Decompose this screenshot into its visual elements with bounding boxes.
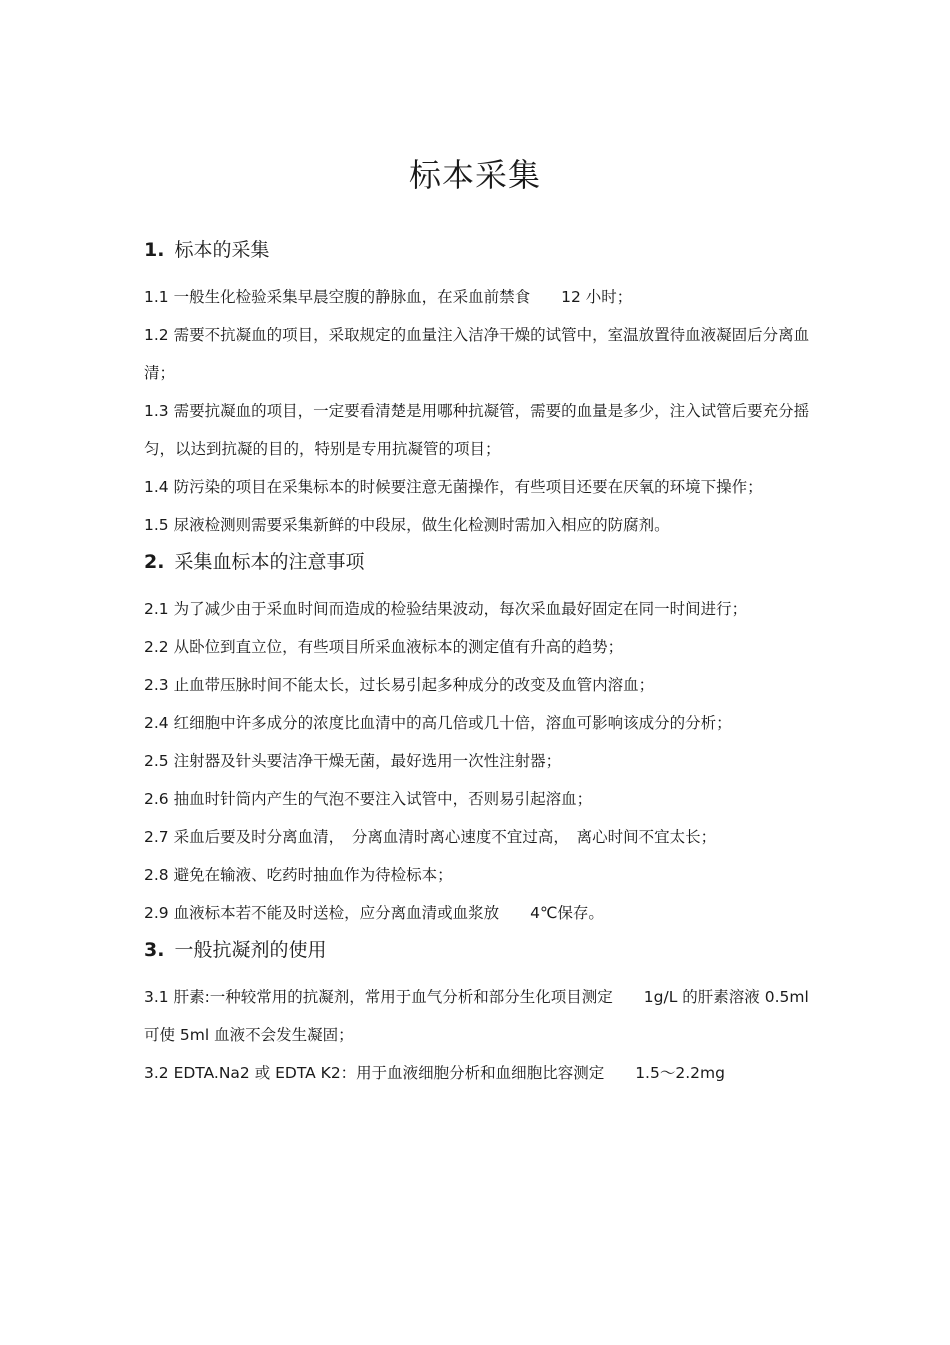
section-heading: [144, 236, 814, 264]
section-number: 2.: [144, 551, 165, 573]
section-title: 采集血标本的注意事项: [174, 551, 365, 573]
paragraph-2-1: 2.1 为了减少由于采血时间而造成的检验结果波动，每次采血最好固定在同一时间进行；: [144, 600, 748, 618]
section-title: 一般抗凝剂的使用: [174, 939, 327, 961]
section-title: 标本的采集: [174, 239, 270, 261]
paragraph-1-4: 1.4 防污染的项目在采集标本的时候要注意无菌操作，有些项目还要在厌氧的环境下操作；: [144, 478, 763, 496]
paragraph-1-3: 1.3 需要抗凝血的项目，一定要看清楚是用哪种抗凝管，需要的血量是多少，注入试管后要充分摇匀，以达到抗凝的目的，特别是专用抗凝管的项目；: [144, 402, 810, 458]
paragraph-2-9: 2.9 血液标本若不能及时送检，应分离血清或血浆放 4℃保存。: [144, 904, 604, 922]
paragraph-1-1: 1.1 一般生化检验采集早晨空腹的静脉血，在采血前禁食 12 小时；: [144, 288, 633, 306]
paragraph-3-1: 3.1 肝素:一种较常用的抗凝剂，常用于血气分析和部分生化项目测定 1g/L 的肝素溶液 0.5ml 可使 5ml 血液不会发生凝固；: [144, 988, 809, 1044]
paragraph-2-7: 2.7 采血后要及时分离血清， 分离血清时离心速度不宜过高， 离心时间不宜太长；: [144, 828, 717, 846]
paragraph-2-6: 2.6 抽血时针筒内产生的气泡不要注入试管中，否则易引起溶血；: [144, 790, 593, 808]
section-heading: [144, 548, 814, 576]
section-heading: [144, 936, 814, 964]
paragraph-1-2: 1.2 需要不抗凝血的项目，采取规定的血量注入洁净干燥的试管中，室温放置待血液凝固后分离血清；: [144, 326, 810, 382]
section-number: 3.: [144, 939, 165, 961]
page-title: 标本采集: [408, 156, 541, 194]
section-number: 1.: [144, 239, 165, 261]
paragraph-2-8: 2.8 避免在输液、吃药时抽血作为待检标本；: [144, 866, 453, 884]
document-body: [144, 236, 814, 1092]
paragraph-3-2: 3.2 EDTA.Na2 或 EDTA K2：用于血液细胞分析和血细胞比容测定 1.5～2.2mg: [144, 1064, 725, 1082]
paragraph-2-4: 2.4 红细胞中许多成分的浓度比血清中的高几倍或几十倍，溶血可影响该成分的分析；: [144, 714, 732, 732]
paragraph-1-5: 1.5 尿液检测则需要采集新鲜的中段尿，做生化检测时需加入相应的防腐剂。: [144, 516, 670, 534]
section-2: [144, 548, 814, 932]
section-3: [144, 936, 814, 1092]
paragraph-2-5: 2.5 注射器及针头要洁净干燥无菌，最好选用一次性注射器；: [144, 752, 562, 770]
paragraph-2-3: 2.3 止血带压脉时间不能太长，过长易引起多种成分的改变及血管内溶血；: [144, 676, 655, 694]
section-1: [144, 236, 814, 544]
paragraph-2-2: 2.2 从卧位到直立位，有些项目所采血液标本的测定值有升高的趋势；: [144, 638, 624, 656]
